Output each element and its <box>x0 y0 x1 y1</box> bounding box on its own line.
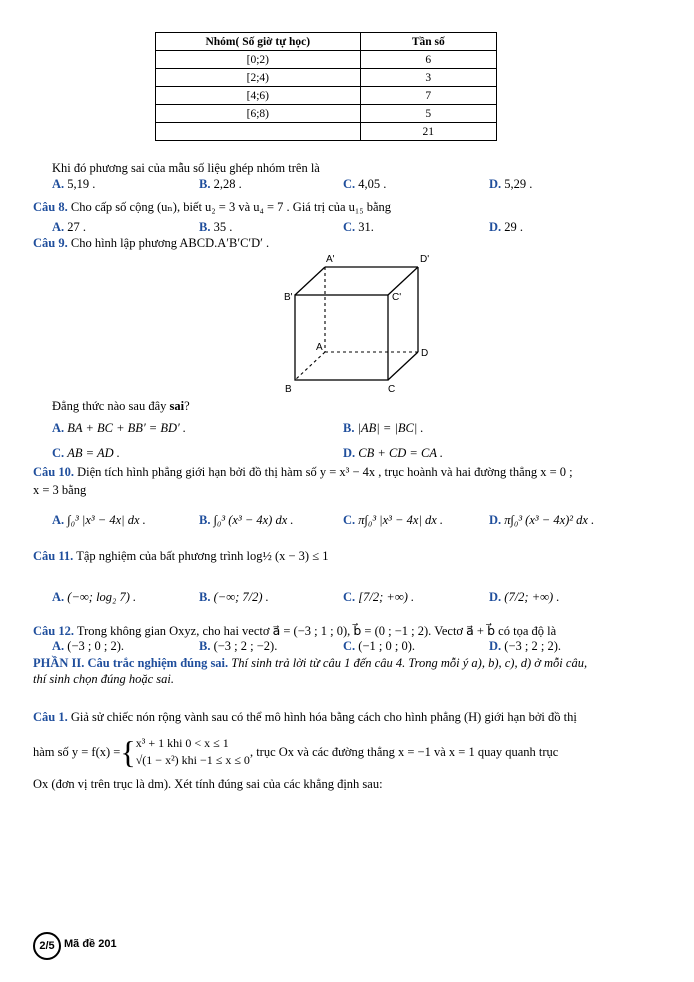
table-cell: [0;2) <box>156 51 361 69</box>
cube-hidden-edge <box>295 352 325 380</box>
piecewise-cases <box>136 735 250 769</box>
cube-label: C' <box>392 292 402 303</box>
q10-option-c[interactable]: C. π∫₀³ |x³ − 4x| dx . <box>343 513 444 527</box>
cube-label: A' <box>326 254 335 265</box>
q11-option-d[interactable]: D. (7/2; +∞) . <box>489 590 560 604</box>
q10-option-a[interactable]: A. ∫₀³ |x³ − 4x| dx . <box>52 513 146 527</box>
q9-option-b[interactable]: B. |AB| = |BC| . <box>343 421 424 435</box>
q7-option-d[interactable]: D. 5,29 . <box>489 177 533 191</box>
table-cell: [4;6) <box>156 87 361 105</box>
q10-question: Câu 10. Diện tích hình phẳng giới hạn bởi đồ thị hàm số y = x³ − 4x , trục hoành và hai đường thẳng x = 0 ; <box>33 465 573 479</box>
cube-front-face <box>295 295 388 380</box>
q7-option-a[interactable]: A. 5,19 . <box>52 177 96 191</box>
p2q1-text3: Ox (đơn vị trên trục là dm). Xét tính đúng sai của các khẳng định sau: <box>33 777 383 791</box>
table-row <box>156 69 497 87</box>
q7-text: Khi đó phương sai của mẫu số liệu ghép nhóm trên là <box>52 161 320 175</box>
part2-header: PHẦN II. Câu trắc nghiệm đúng sai. Thí sinh trả lời từ câu 1 đến câu 4. Trong mỗi ý a), b), c), d) ở mỗi câu, <box>33 656 588 670</box>
q8-option-a[interactable]: A. 27 . <box>52 220 87 234</box>
q8-option-d[interactable]: D. 29 . <box>489 220 524 234</box>
cube-label: B <box>285 384 292 395</box>
frequency-table <box>155 32 497 141</box>
cube-figure <box>280 252 440 398</box>
table-cell: 7 <box>360 87 496 105</box>
q11-option-c[interactable]: C. [7/2; +∞) . <box>343 590 415 604</box>
q7-option-b[interactable]: B. 2,28 . <box>199 177 242 191</box>
table-cell: [6;8) <box>156 105 361 123</box>
q10-option-d[interactable]: D. π∫₀³ (x³ − 4x)² dx . <box>489 513 595 527</box>
table-cell: [2;4) <box>156 69 361 87</box>
q12-option-d[interactable]: D. (−3 ; 2 ; 2). <box>489 639 561 653</box>
page-number: 2/5 <box>33 932 61 960</box>
q9-option-a[interactable]: A. BA + BC + BB′ = BD′ . <box>52 421 187 435</box>
part2-instruction-cont: thí sinh chọn đúng hoặc sai. <box>33 672 174 686</box>
table-row <box>156 123 497 141</box>
piecewise-brace: { <box>120 734 136 770</box>
exam-code: Mã đề 201 <box>64 938 117 950</box>
q11-option-b[interactable]: B. (−∞; 7/2) . <box>199 590 269 604</box>
q10-question-cont: x = 3 bằng <box>33 483 87 497</box>
q12-option-b[interactable]: B. (−3 ; 2 ; −2). <box>199 639 278 653</box>
table-header: Tần số <box>360 33 496 51</box>
q8-option-c[interactable]: C. 31. <box>343 220 374 234</box>
p2q1-question: Câu 1. Giả sử chiếc nón rộng vành sau có thể mô hình hóa bằng cách cho hình phẳng (H) giới hạn bởi đồ thị <box>33 710 577 724</box>
q9-prompt: Đẳng thức nào sau đây sai? <box>52 399 190 413</box>
q10-option-b[interactable]: B. ∫₀³ (x³ − 4x) dx . <box>199 513 294 527</box>
table-cell: 5 <box>360 105 496 123</box>
q11-question: Câu 11. Tập nghiệm của bất phương trình log½ (x − 3) ≤ 1 <box>33 549 329 563</box>
q9-option-d[interactable]: D. CB + CD = CA . <box>343 446 443 460</box>
q8-question: Câu 8. Cho cấp số cộng (uₙ), biết u₂ = 3 và u₄ = 7 . Giá trị của u₁₅ bằng <box>33 200 392 214</box>
q9-option-c[interactable]: C. AB = AD . <box>52 446 120 460</box>
cube-edge <box>295 267 325 295</box>
cube-label: A <box>316 342 323 353</box>
table-cell <box>156 123 361 141</box>
q9-question: Câu 9. Cho hình lập phương ABCD.A′B′C′D′ . <box>33 236 270 250</box>
cube-label: D' <box>420 254 430 265</box>
q8-option-b[interactable]: B. 35 . <box>199 220 233 234</box>
case-1: x³ + 1 khi 0 < x ≤ 1 <box>135 736 229 750</box>
cube-edge <box>388 352 418 380</box>
q11-option-a[interactable]: A. (−∞; log₂ 7) . <box>52 590 137 604</box>
cube-label: C <box>388 384 396 395</box>
table-cell: 21 <box>360 123 496 141</box>
cube-edge <box>388 267 418 295</box>
cube-label: D <box>421 348 429 359</box>
table-cell: 6 <box>360 51 496 69</box>
table-row <box>156 87 497 105</box>
q12-option-c[interactable]: C. (−1 ; 0 ; 0). <box>343 639 415 653</box>
cube-label: B' <box>284 292 293 303</box>
q12-option-a[interactable]: A. (−3 ; 0 ; 2). <box>52 639 124 653</box>
case-2: √(1 − x²) khi −1 ≤ x ≤ 0 <box>135 753 250 767</box>
q12-question: Câu 12. Trong không gian Oxyz, cho hai vectơ a⃗ = (−3 ; 1 ; 0), b⃗ = (0 ; −1 ; 2). Vectơ a⃗ + b⃗ có tọa độ là <box>33 624 557 638</box>
table-header: Nhóm( Số giờ tự học) <box>156 33 361 51</box>
table-row <box>156 105 497 123</box>
q7-option-c[interactable]: C. 4,05 . <box>343 177 387 191</box>
table-cell: 3 <box>360 69 496 87</box>
p2q1-function: hàm số y = f(x) = { x³ + 1 khi 0 < x ≤ 1 √(1 − x²) khi −1 ≤ x ≤ 0 , trục Ox và các đường thẳng x = −1 và x = 1 quay quanh trục <box>33 734 559 770</box>
table-header-row <box>156 33 497 51</box>
table-row <box>156 51 497 69</box>
